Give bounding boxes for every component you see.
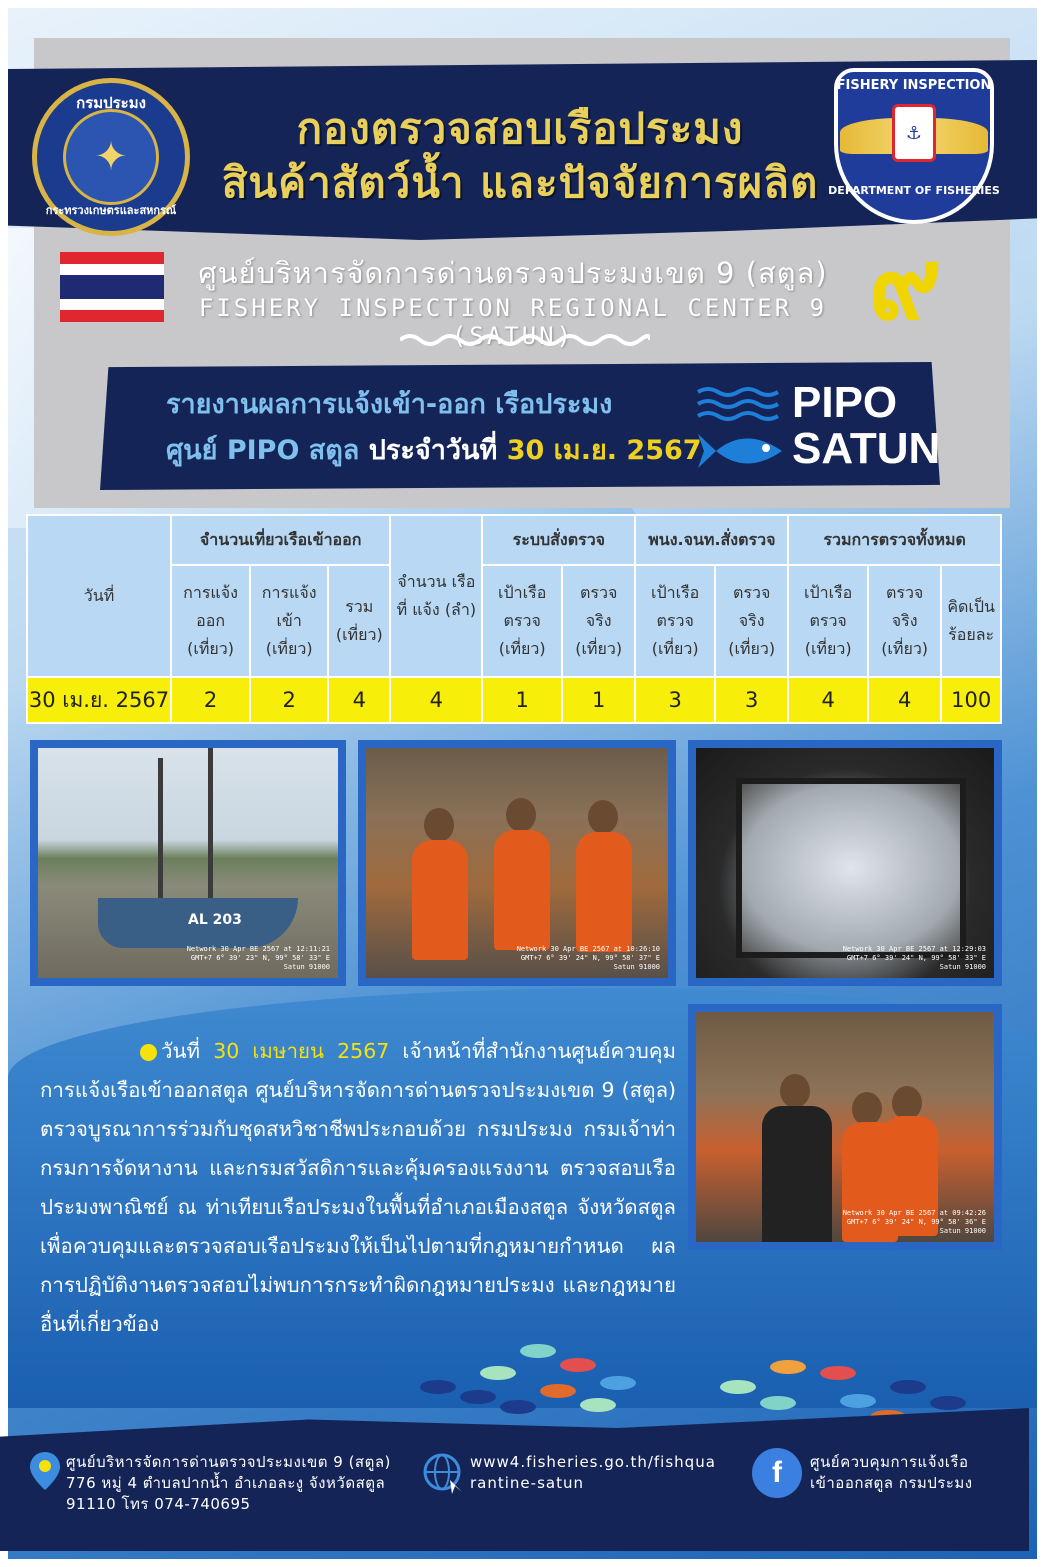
header-percent: คิดเป็น ร้อยละ [941,565,1001,677]
cell-percent: 100 [941,677,1001,723]
photo-stamp: Network 30 Apr BE 2567 at 09:42:26 GMT+7 6° 39' 24" N, 99° 58' 36" E Satun 91000 [842,1209,986,1235]
para-date: 30 เมษายน 2567 [213,1039,390,1063]
globe-icon [422,1452,466,1496]
logo-right-top-text: FISHERY INSPECTION [836,78,992,93]
pipo-satun-logo [696,378,941,480]
facebook-page-name[interactable]: ศูนย์ควบคุมการแจ้งเรือ เข้าออกสตูล กรมประมง [810,1453,973,1492]
para-lead: วันที่ [161,1039,214,1063]
emblem-icon: ✦ [63,109,159,205]
footer-address: ศูนย์บริหารจัดการด่านตรวจประมงเขต 9 (สตูล) 776 หมู่ 4 ตำบลปากน้ำ อำเภอละงู จังหวัดสตูล 91110 โทร 074-740695 [66,1453,391,1513]
page-title-line2: สินค้าสัตว์น้ำ และปัจจัยการผลิต [221,158,819,207]
photo-stamp: Network 30 Apr BE 2567 at 12:29:03 GMT+7 6° 39' 24" N, 99° 58' 33" E Satun 91000 [842,945,986,971]
header-date: วันที่ [27,515,171,677]
description-paragraph [40,1032,676,1344]
logo-right-bottom-text: DEPARTMENT OF FISHERIES [828,184,1000,197]
facebook-icon[interactable]: f [752,1448,802,1498]
thai-flag-icon [60,252,164,322]
cell-system-target: 1 [482,677,562,723]
header-officer-actual: ตรวจ จริง (เที่ยว) [715,565,788,677]
cell-date: 30 เม.ย. 2567 [27,677,171,723]
region-numeral: ๙ [868,224,942,342]
cell-officer-target: 3 [635,677,715,723]
table-row [27,677,1001,723]
header-boats: จำนวน เรือที่ แจ้ง (ลำ) [390,515,482,677]
website-link[interactable]: www4.fisheries.go.th/fishqua rantine-satun [470,1453,716,1492]
report-daily: ประจำวันที่ [359,435,507,466]
header-total: รวม (เที่ยว) [328,565,390,677]
photo-fishing-boat [30,740,346,986]
cell-officer-actual: 3 [715,677,788,723]
cell-all-target: 4 [788,677,868,723]
header-notify-out: การแจ้ง ออก (เที่ยว) [171,565,250,677]
report-title: รายงานผลการแจ้งเข้า-ออก เรือประมง [166,389,613,420]
location-pin-icon [30,1452,60,1490]
photo-inspection [688,1004,1002,1250]
photo-fish-hold [688,740,1002,986]
cell-notify-in: 2 [250,677,328,723]
statistics-table [26,514,1002,724]
logo-bottom-text: กระทรวงเกษตรและสหกรณ์ [45,204,177,217]
header-system-actual: ตรวจ จริง (เที่ยว) [562,565,635,677]
header-group-trips: จำนวนเที่ยวเรือเข้าออก [171,515,390,565]
photo-stamp: Network 30 Apr BE 2567 at 10:26:10 GMT+7 6° 39' 24" N, 99° 58' 37" E Satun 91000 [516,945,660,971]
bullet-icon [140,1044,157,1061]
report-date: 30 เม.ย. 2567 [506,435,702,466]
header-notify-in: การแจ้ง เข้า (เที่ยว) [250,565,328,677]
boat-number: AL 203 [188,912,242,928]
cell-all-actual: 4 [868,677,941,723]
photo-crew-documents [358,740,676,986]
header-group-system: ระบบสั่งตรวจ [482,515,635,565]
center-name-th: ศูนย์บริหารจัดการด่านตรวจประมงเขต 9 (สตูล) [198,256,828,290]
cell-notify-out: 2 [171,677,250,723]
para-body: เจ้าหน้าที่สำนักงานศูนย์ควบคุมการแจ้งเรือเข้าออกสตูล ศูนย์บริหารจัดการด่านตรวจประมงเขต 9 (สตูล) ตรวจบูรณาการร่วมกับชุดสหวิชาชีพประกอบด้วย กรมประมง กรมเจ้าท่า กรมการจัดหางาน และกรมสวัสดิการและคุ้มครองแรงงาน ตรวจสอบเรือประมงพาณิชย์ ณ ท่าเทียบเรือประมงในพื้นที่อำเภอเมืองสตูล จังหวัดสตูล เพื่อควบคุมและตรวจสอบเรือประมงให้เป็นไปตามที่กฎหมายกำหนด ผลการปฏิบัติงานตรวจสอบไม่พบการกระทำผิดกฎหมายประมง และกฎหมายอื่นที่เกี่ยวข้อง [40,1039,677,1336]
badge-icon: ⚓ [892,104,936,162]
photo-stamp: Network 30 Apr BE 2567 at 12:11:21 GMT+7 6° 39' 23" N, 99° 58' 33" E Satun 91000 [186,945,330,971]
report-center: ศูนย์ PIPO สตูล [166,435,360,466]
department-of-fisheries-logo [32,78,190,236]
header-group-all: รวมการตรวจทั้งหมด [788,515,1001,565]
wave-divider-icon [400,332,650,348]
header-all-target: เป้าเรือ ตรวจ (เที่ยว) [788,565,868,677]
fish-icon [696,426,792,476]
page-title-line1: กองตรวจสอบเรือประมง [296,104,744,153]
header-group-officer: พนง.จนท.สั่งตรวจ [635,515,788,565]
header-system-target: เป้าเรือ ตรวจ (เที่ยว) [482,565,562,677]
header-officer-target: เป้าเรือ ตรวจ (เที่ยว) [635,565,715,677]
waves-icon [696,384,788,424]
report-subtitle [166,428,706,471]
cell-system-actual: 1 [562,677,635,723]
logo-top-text: กรมประมง [76,94,146,112]
cell-boats: 4 [390,677,482,723]
fish-hold-box [736,778,966,958]
center-name-en: FISHERY INSPECTION REGIONAL CENTER 9 (SATUN) [198,294,828,350]
fishery-inspection-logo [826,62,1002,230]
cell-total: 4 [328,677,390,723]
pipo-text: PIPO SATUN [792,378,941,473]
header-all-actual: ตรวจ จริง (เที่ยว) [868,565,941,677]
